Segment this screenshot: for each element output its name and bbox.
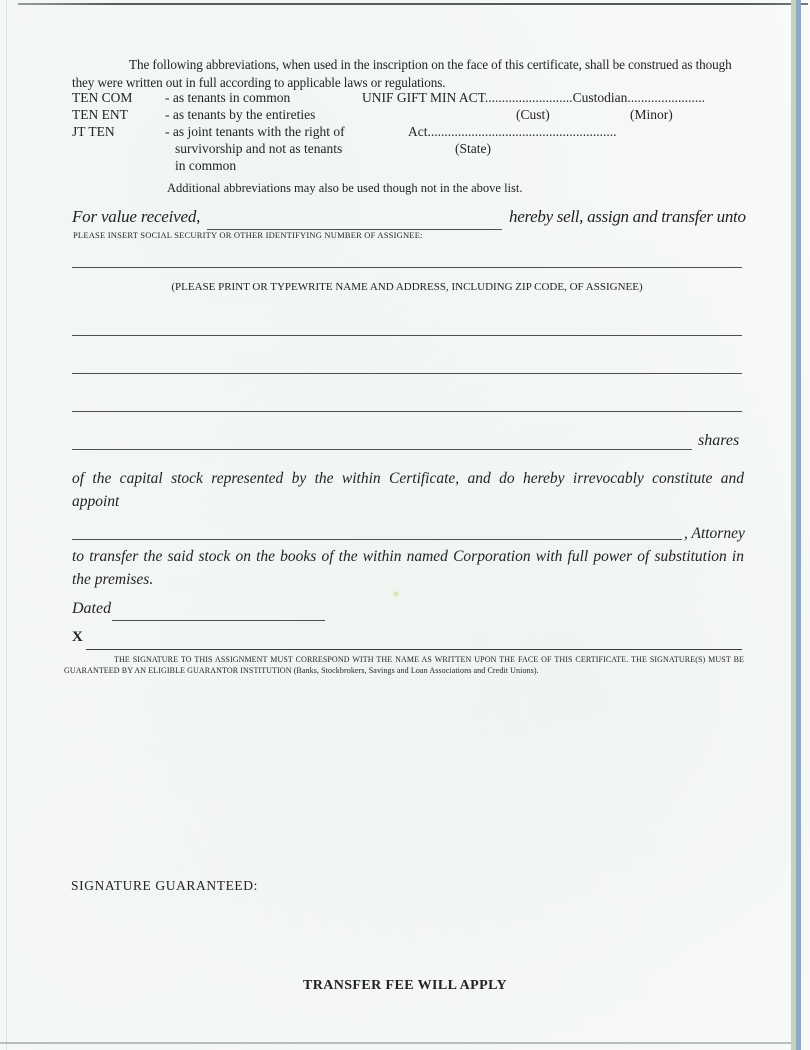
abbrev-row-continuation — [72, 158, 372, 175]
signature-line — [86, 649, 742, 650]
abbrev-definition: survivorship and not as tenants — [175, 141, 343, 156]
act-line: Act........................................................ — [408, 124, 617, 139]
for-value-received-label: For value received, — [72, 207, 201, 226]
certificate-border-stripe-blue — [796, 0, 801, 1050]
abbrev-definition: - as tenants in common — [165, 90, 291, 105]
assignee-id-number-line — [72, 267, 742, 268]
abbrev-term: TEN COM — [72, 90, 133, 105]
print-name-address-note: (PLEASE PRINT OR TYPEWRITE NAME AND ADDRESS, INCLUDING ZIP CODE, OF ASSIGNEE) — [171, 281, 643, 293]
name-address-line-2 — [72, 373, 742, 374]
ssn-instruction-note: PLEASE INSERT SOCIAL SECURITY OR OTHER IDENTIFYING NUMBER OF ASSIGNEE: — [73, 230, 423, 240]
minor-label: (Minor) — [630, 107, 673, 122]
cust-label: (Cust) — [516, 107, 550, 122]
abbreviation-list — [72, 90, 372, 175]
abbreviations-intro-paragraph: The following abbreviations, when used in the inscription on the face of this certificate, shall be construed as though they were written out in full according to applicable laws or regulations. — [72, 57, 732, 90]
abbrev-row-ten-com — [72, 90, 372, 107]
scan-edge-top — [18, 3, 808, 5]
name-address-line-1 — [72, 335, 742, 336]
abbrev-row-jt-ten — [72, 124, 372, 141]
state-label: (State) — [455, 141, 491, 156]
scan-artifact-dot — [394, 592, 398, 596]
capital-stock-paragraph-line1: of the capital stock represented by the within Certificate, and do hereby irrevocably constitute and — [72, 470, 744, 487]
abbrev-row-ten-ent — [72, 107, 372, 124]
capital-stock-paragraph-line2: appoint — [72, 493, 120, 510]
attorney-name-line — [72, 539, 682, 540]
shares-label: shares — [698, 432, 740, 449]
transfer-paragraph-line2: the premises. — [72, 571, 154, 588]
sell-assign-transfer-label: hereby sell, assign and transfer unto — [509, 207, 746, 226]
shares-count-line — [72, 449, 692, 450]
signature-x-label: X — [72, 629, 83, 645]
abbrev-term: JT TEN — [72, 124, 115, 139]
transfer-paragraph-line1: to transfer the said stock on the books of the within named Corporation with full power of substitution in — [72, 548, 744, 565]
scan-edge-bottom — [0, 1042, 791, 1044]
abbrev-definition: in common — [175, 158, 237, 173]
abbrev-row-continuation — [72, 141, 372, 158]
additional-abbreviations-note: Additional abbreviations may also be used though not in the above list. — [167, 181, 523, 195]
abbrev-definition: - as tenants by the entireties — [165, 107, 316, 122]
name-address-line-3 — [72, 411, 742, 412]
signature-guaranteed-label: SIGNATURE GUARANTEED: — [71, 878, 258, 893]
dated-label: Dated — [72, 600, 112, 617]
dated-line — [112, 620, 325, 621]
scan-edge-left — [6, 0, 7, 1050]
unif-gift-min-act-line: UNIF GIFT MIN ACT..........................Custodian....................... — [362, 90, 706, 105]
abbrev-term: TEN ENT — [72, 107, 128, 122]
transfer-fee-notice: TRANSFER FEE WILL APPLY — [302, 978, 508, 993]
signature-correspondence-fine-print: THE SIGNATURE TO THIS ASSIGNMENT MUST CORRESPOND WITH THE NAME AS WRITTEN UPON THE FACE OF THIS CERTIFICATE. THE SIGNATURE(S) MUST BE GUARANTEED BY AN ELIGIBLE GUARANTOR INSTITUTION (Banks, Stockbrokers, Savings and Loan Associations and Credit Unions). — [64, 655, 744, 675]
attorney-label: , Attorney — [684, 525, 745, 542]
abbrev-definition: - as joint tenants with the right of — [165, 124, 345, 139]
